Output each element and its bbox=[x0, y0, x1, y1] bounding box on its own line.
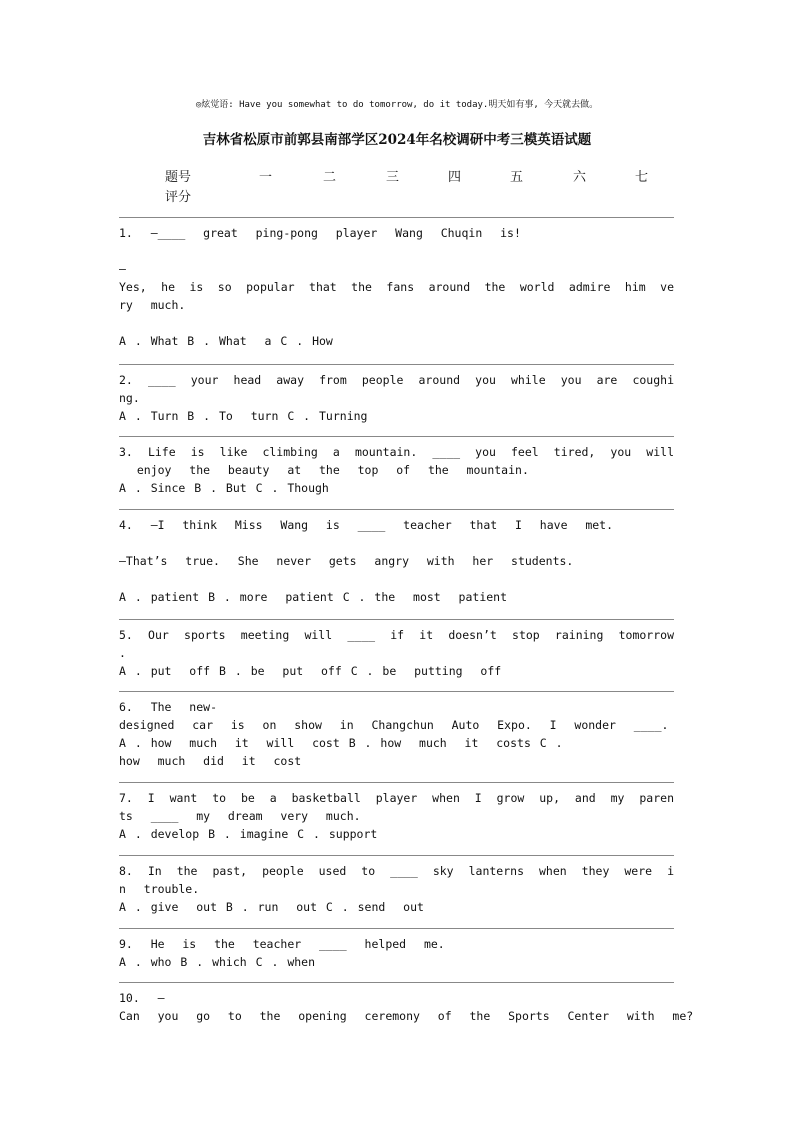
question-line bbox=[119, 242, 674, 260]
divider bbox=[119, 982, 674, 983]
question-line: enjoy the beauty at the top of the mountain. bbox=[119, 463, 529, 477]
question-line: —That’s true. She never gets angry with her students. bbox=[119, 554, 574, 568]
score-table-column: 一 bbox=[259, 170, 273, 185]
question-8 bbox=[119, 862, 674, 916]
question-4 bbox=[119, 516, 674, 606]
answer-options: A . develop B . imagine C . support bbox=[119, 827, 378, 841]
answer-options: A . patient B . more patient C . the most patient bbox=[119, 590, 508, 604]
question-line: 4. —I think Miss Wang is ____ teacher that I have met. bbox=[119, 518, 614, 532]
divider bbox=[119, 509, 674, 510]
question-line: 1. —____ great ping-pong player Wang Chuqin is! bbox=[119, 226, 521, 240]
question-7 bbox=[119, 789, 674, 843]
question-line: — bbox=[119, 262, 126, 276]
question-line: 2. ____ your head away from people around you while you are coughi bbox=[119, 373, 674, 387]
question-line bbox=[119, 570, 674, 588]
score-table-column: 五 bbox=[510, 170, 524, 185]
divider bbox=[119, 855, 674, 856]
divider bbox=[119, 782, 674, 783]
score-table-score-row bbox=[0, 186, 794, 206]
page-title: 吉林省松原市前郭县南部学区2024年名校调研中考三模英语试题 bbox=[202, 132, 592, 148]
score-table-column: 六 bbox=[573, 170, 587, 185]
score-table-row-label: 评分 bbox=[165, 190, 192, 205]
score-table-column: 二 bbox=[323, 170, 337, 185]
question-line: ng. bbox=[119, 391, 140, 405]
question-line: 10. — bbox=[119, 991, 165, 1005]
answer-options: A . who B . which C . when bbox=[119, 955, 316, 969]
question-line: Yes, he is so popular that the fans around the world admire him ve bbox=[119, 280, 674, 294]
answer-options: A . What B . What a C . How bbox=[119, 334, 333, 348]
question-6 bbox=[119, 698, 674, 770]
question-line: 3. Life is like climbing a mountain. ____ you feel tired, you will bbox=[119, 445, 674, 459]
divider bbox=[119, 619, 674, 620]
question-1 bbox=[119, 224, 674, 350]
divider bbox=[119, 928, 674, 929]
question-line bbox=[119, 534, 674, 552]
answer-options: how much did it cost bbox=[119, 754, 302, 768]
score-table-header-row bbox=[0, 166, 794, 186]
score-table-column: 三 bbox=[386, 170, 400, 185]
question-9 bbox=[119, 935, 674, 971]
question-5 bbox=[119, 626, 674, 680]
divider bbox=[119, 364, 674, 365]
answer-options: A . give out B . run out C . send out bbox=[119, 900, 424, 914]
question-line: n trouble. bbox=[119, 882, 200, 896]
score-table-column: 四 bbox=[448, 170, 462, 185]
question-line: 7. I want to be a basketball player when I grow up, and my paren bbox=[119, 791, 674, 805]
divider bbox=[119, 217, 674, 218]
answer-options: A . Turn B . To turn C . Turning bbox=[119, 409, 368, 423]
divider bbox=[119, 691, 674, 692]
question-line: Can you go to the opening ceremony of the Sports Center with me? bbox=[119, 1009, 694, 1023]
question-line: 8. In the past, people used to ____ sky lanterns when they were i bbox=[119, 864, 674, 878]
question-line: ry much. bbox=[119, 298, 186, 312]
question-line: ts ____ my dream very much. bbox=[119, 809, 361, 823]
score-table-header: 题号 bbox=[165, 170, 192, 185]
question-line: 9. He is the teacher ____ helped me. bbox=[119, 937, 445, 951]
question-line: designed car is on show in Changchun Auto Expo. I wonder ____. bbox=[119, 718, 669, 732]
divider bbox=[119, 436, 674, 437]
question-3 bbox=[119, 443, 674, 497]
motto-line: ◎炫觉语: Have you somewhat to do tomorrow, do it today.明天如有事, 今天就去做。 bbox=[195, 100, 599, 110]
answer-options: A . put off B . be put off C . be putting off bbox=[119, 664, 502, 678]
question-line: 6. The new- bbox=[119, 700, 218, 714]
answer-options: A . Since B . But C . Though bbox=[119, 481, 329, 495]
question-10 bbox=[119, 989, 694, 1025]
answer-options: A . how much it will cost B . how much it costs C . bbox=[119, 736, 563, 750]
question-line: . bbox=[119, 646, 126, 660]
question-line bbox=[119, 314, 674, 332]
score-table-column: 七 bbox=[635, 170, 649, 185]
question-2 bbox=[119, 371, 674, 425]
question-line: 5. Our sports meeting will ____ if it doesn’t stop raining tomorrow bbox=[119, 628, 674, 642]
